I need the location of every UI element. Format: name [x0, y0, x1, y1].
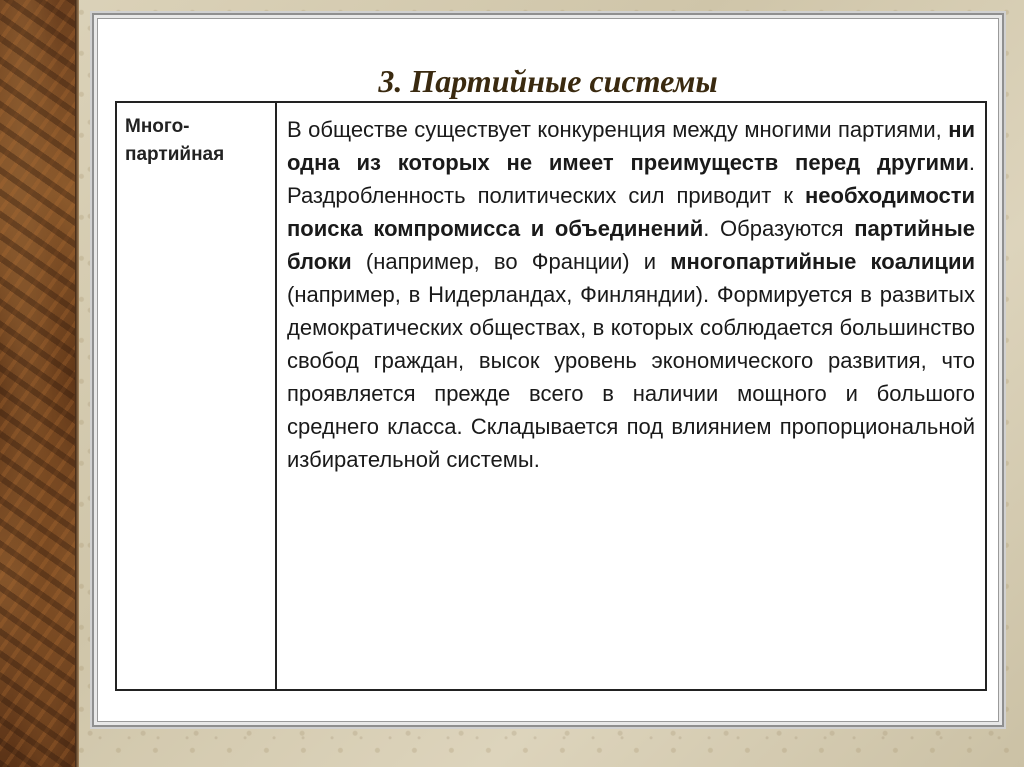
description-text: . Образуются — [703, 216, 855, 241]
table-row-description — [277, 103, 985, 689]
description-emphasis: необходимости поиска компромисса и объединений — [287, 183, 975, 241]
description-text: (например, в Нидерландах, Финляндии). Формируется в развитых демократических обществах, в которых соблюдается большинство свобод граждан, высок уровень экономического развития, что проявляется прежде всего в наличии мощного и большого среднего класса. Складывается под влиянием пропорциональной избирательной системы. — [287, 282, 975, 472]
party-system-table — [115, 101, 987, 691]
slide-card — [97, 18, 999, 722]
label-line-2: партийная — [125, 143, 225, 165]
description-emphasis: многопартийные коалиции — [670, 249, 976, 274]
description-text: . Раздробленность политических сил приводит к — [287, 150, 975, 208]
side-strip-edge — [75, 0, 79, 767]
decorative-side-strip — [0, 0, 75, 767]
description-text: (например, во Франции) и — [351, 249, 671, 274]
slide-title: 3. Партийные системы — [378, 63, 718, 99]
description-emphasis: ни одна из которых не имеет преимуществ перед другими — [287, 117, 975, 175]
table-row-label — [117, 103, 277, 689]
description-emphasis: партийные блоки — [287, 216, 976, 274]
description-text: В обществе существует конкуренция между многими партиями, — [287, 117, 949, 142]
label-line-1: Много- — [125, 116, 190, 137]
